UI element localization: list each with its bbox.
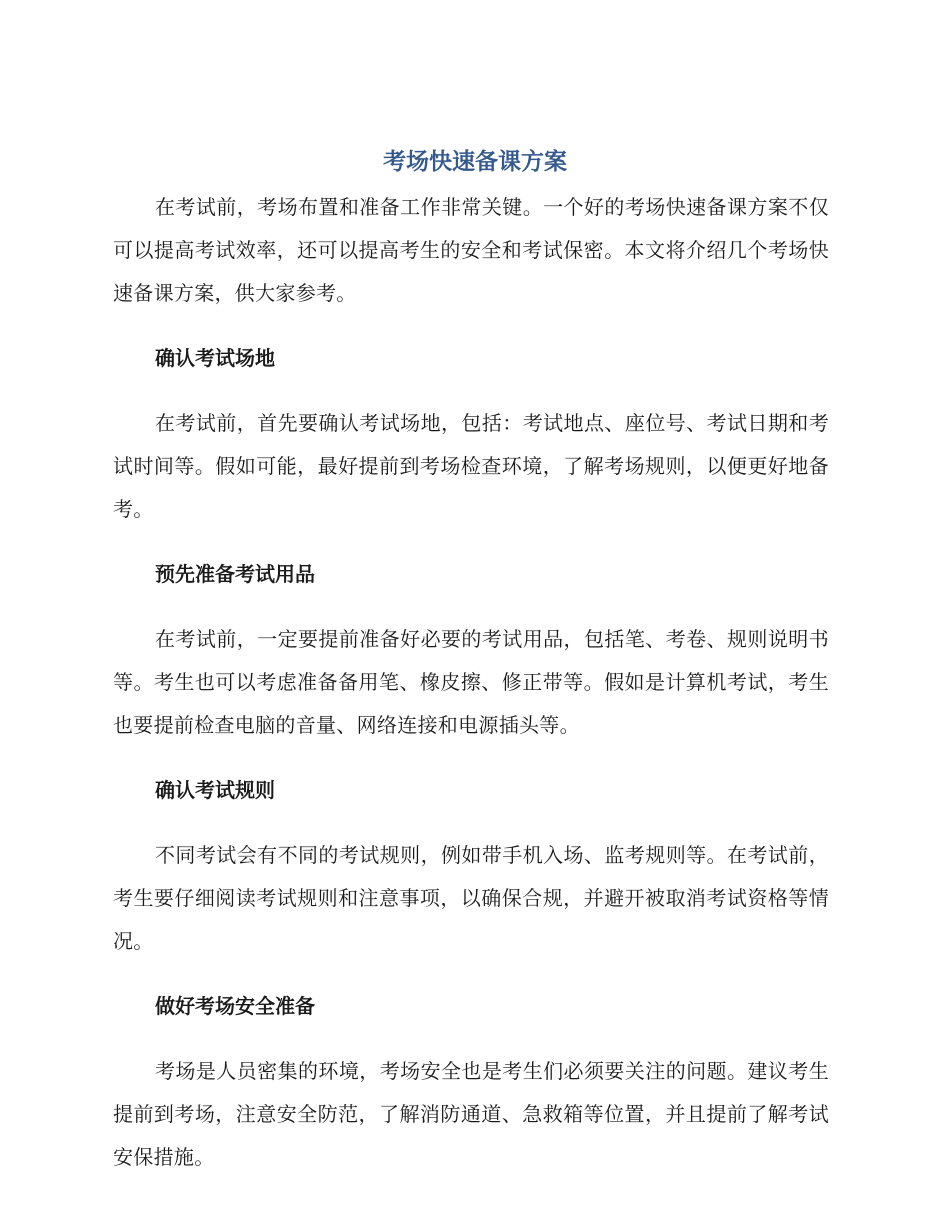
section-rules [113,769,829,963]
section-heading: 确认考试规则 [155,778,275,802]
intro-paragraph: 在考试前，考场布置和准备工作非常关键。一个好的考场快速备课方案不仅可以提高考试效率，还可以提高考生的安全和考试保密。本文将介绍几个考场快速备课方案，供大家参考。 [113,195,829,305]
section-heading: 确认考试场地 [155,346,275,370]
section-supplies [113,553,829,747]
section-safety [113,985,829,1179]
section-heading: 做好考场安全准备 [155,994,315,1018]
section-heading: 预先准备考试用品 [155,562,315,586]
document-body [113,186,829,1179]
section-paragraph: 考场是人员密集的环境，考场安全也是考生们必须要关注的问题。建议考生提前到考场，注意安全防范，了解消防通道、急救箱等位置，并且提前了解考试安保措施。 [113,1059,829,1169]
document-title: 考场快速备课方案 [383,149,567,175]
section-venue [113,337,829,531]
section-paragraph: 在考试前，一定要提前准备好必要的考试用品，包括笔、考卷、规则说明书等。考生也可以考虑准备备用笔、橡皮擦、修正带等。假如是计算机考试，考生也要提前检查电脑的音量、网络连接和电源插头等。 [113,627,829,737]
section-paragraph: 在考试前，首先要确认考试场地，包括：考试地点、座位号、考试日期和考试时间等。假如可能，最好提前到考场检查环境，了解考场规则，以便更好地备考。 [113,411,829,521]
section-paragraph: 不同考试会有不同的考试规则，例如带手机入场、监考规则等。在考试前，考生要仔细阅读考试规则和注意事项，以确保合规，并避开被取消考试资格等情况。 [113,843,829,953]
